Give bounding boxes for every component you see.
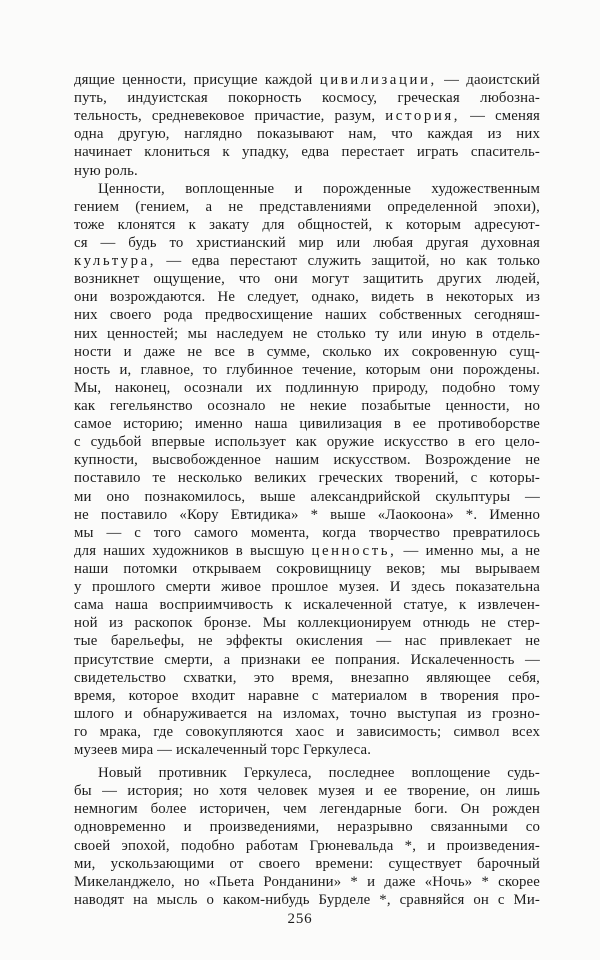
text-line: культура, — едва перестают служить защитой, но как только	[74, 253, 540, 270]
page-text	[74, 71, 540, 909]
text-line: не поставило «Кору Евтидика» * выше «Лаокоона» *. Именно	[74, 506, 540, 523]
text-line: у прошлого смерти живое прошлое музея. И здесь показательна	[74, 579, 540, 596]
text-line: немногим более историчен, чем легендарные боги. Он рожден	[74, 801, 540, 818]
text-line: с судьбой впервые использует как оружие искусство в его цело-	[74, 434, 540, 451]
text-line: для наших художников в высшую ценность, — именно мы, а не	[74, 542, 540, 559]
text-line: ной из раскопок бронзе. Мы коллекционируем отнюдь не стер-	[74, 615, 540, 632]
text-line: время, которое входит наравне с материалом в творения про-	[74, 687, 540, 704]
paragraph-2	[74, 180, 540, 760]
text-line: одна другую, наглядно показывают нам, что каждая из них	[74, 126, 540, 143]
text-line: Мы, наконец, осознали их подлинную природу, подобно тому	[74, 379, 540, 396]
text-line: ми, ускользающими от своего времени: существует барочный	[74, 855, 540, 872]
text-line: свидетельство схватки, это время, внезапно являющее себя,	[74, 669, 540, 686]
text-line: купности, высвобожденное нашим искусством. Возрождение не	[74, 452, 540, 469]
text-line: тоже клонятся к закату для общностей, к которым адресуют-	[74, 216, 540, 233]
text-line: шлого и обнаруживается на изломах, точно выступая из грозно-	[74, 705, 540, 722]
text-line: наводят на мысль о каком-нибудь Бурделе *, сравняйся он с Ми-	[74, 891, 540, 908]
text-line: Ценности, воплощенные и порожденные художественным	[98, 180, 540, 197]
letterspaced-text: цивилизации,	[319, 72, 437, 88]
text-line: тые барельефы, не эффекты окисления — нас привлекает не	[74, 633, 540, 650]
text-line: наши потомки открываем сокровищницу веков; мы вырываем	[74, 560, 540, 577]
text-line: ся — будь то христианский мир или любая другая духовная	[74, 234, 540, 251]
text-line: гением (гением, а не представлениями определенной эпохи),	[74, 198, 540, 215]
letterspaced-text: культура,	[74, 253, 157, 270]
text-line: ности и даже не все в сумме, сколько их сокровенную сущ-	[74, 343, 540, 360]
text-line: ную роль.	[74, 162, 138, 179]
letterspaced-text: ценность,	[311, 542, 397, 559]
text-line: сама наша восприимчивость к искалеченной статуе, к извлечен-	[74, 597, 540, 614]
text-line: них ценностей; мы наследуем не столько ту или иную в отдель-	[74, 325, 540, 342]
text-line: своей эпохой, подобно работам Грюневальда *, и произведения-	[74, 837, 540, 854]
text-line: Новый противник Геркулеса, последнее воплощение судь-	[98, 765, 540, 782]
text-line: начинает клониться к упадку, едва перестает играть спаситель-	[74, 144, 540, 161]
page-number: 256	[287, 911, 313, 927]
text-line: они возрождаются. Не следует, однако, видеть в некоторых из	[74, 289, 540, 306]
text-line: музеев мира — искалеченный торс Геркулеса.	[74, 742, 372, 759]
paragraph-3	[74, 764, 540, 909]
text-line: дящие ценности, присущие каждой цивилизации, — даоистский	[74, 72, 540, 88]
text-line: одновременно и произведениями, неразрывно связанными со	[74, 819, 540, 836]
text-line: тельность, средневековое причастие, разум, история, — сменяя	[74, 108, 540, 125]
text-line: самое историю; именно наша цивилизация в ее противоборстве	[74, 416, 540, 433]
text-line: путь, индуистская покорность космосу, греческая любозна-	[74, 90, 540, 107]
text-line: ность и, главное, то глубинное течение, которым они порождены.	[74, 361, 540, 378]
letterspaced-text: история,	[385, 108, 461, 125]
text-line: поставило те несколько великих греческих творений, с которы-	[74, 470, 540, 487]
text-line: ми оно познакомилось, выше александрийской скульптуры —	[74, 488, 540, 505]
text-line: Микеланджело, но «Пьета Ронданини» * и даже «Ночь» * скорее	[74, 873, 540, 890]
text-line: них своего рода предвосхищение наших собственных сегодняш-	[74, 307, 540, 324]
paragraph-1	[74, 71, 540, 180]
text-line: как гегельянство осознало не некие позабытые ценности, но	[74, 397, 540, 414]
text-line: мы — с того самого момента, когда творчество превратилось	[74, 524, 540, 541]
text-line: го мрака, где совокупляются хаос и зависимость; символ всех	[74, 723, 540, 740]
text-line: возникнет ощущение, что они могут защитить других людей,	[74, 271, 540, 288]
text-line: присутствие смерти, а признаки ее попрания. Искалеченность —	[74, 651, 540, 668]
text-line: бы — история; но хотя человек музея и ее творение, он лишь	[74, 783, 540, 800]
